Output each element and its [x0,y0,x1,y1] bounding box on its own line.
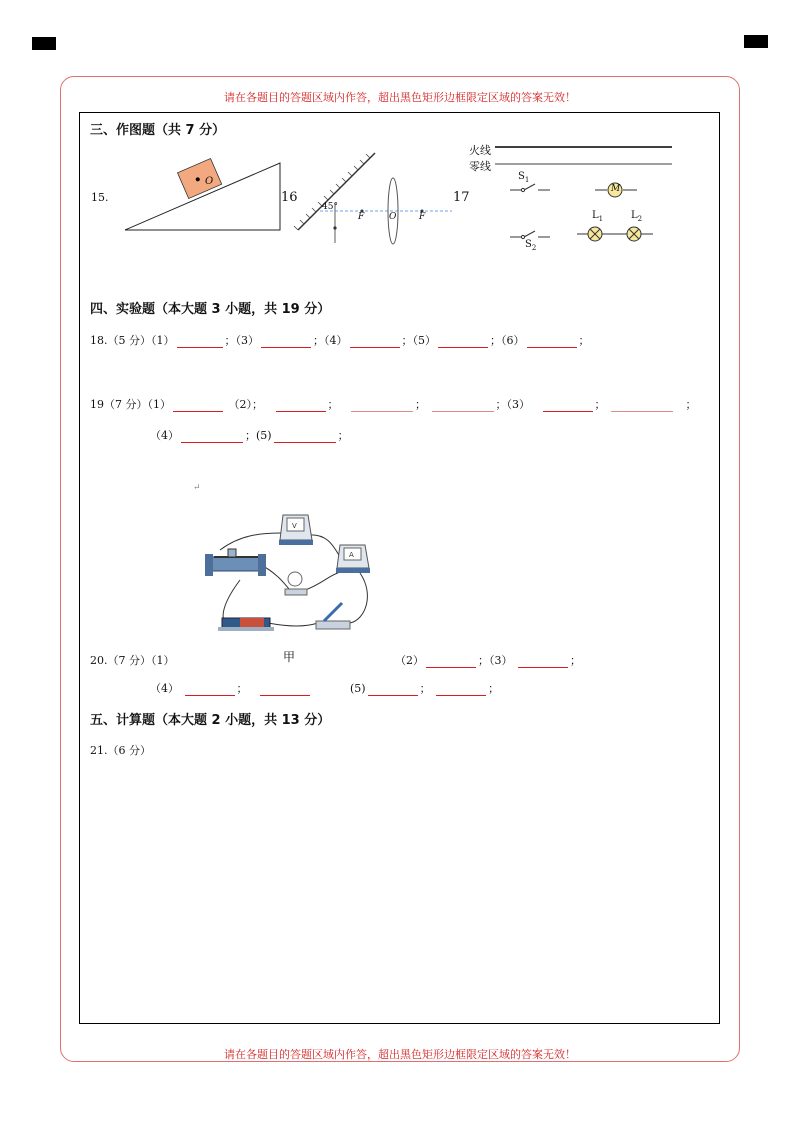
q18-blank-6[interactable] [527,336,577,348]
q20-blank-5a[interactable] [368,684,418,696]
q20-blank-5b[interactable] [436,684,486,696]
q20-blank-2[interactable] [426,656,476,668]
q20-answer-line-2b: (5) ； ； [350,682,500,695]
q19-blank-3b[interactable] [611,400,673,412]
q16-focus-left: F [358,212,365,222]
q18-blank-4[interactable] [350,336,400,348]
q20-figure-label: 甲 [283,650,296,664]
q15-label: 15. [91,191,109,204]
q15-object-label: O [205,176,214,187]
q19-blank-4[interactable] [181,431,243,443]
q17-circuit-figure [495,140,675,250]
q16-angle-label: 45° [322,202,338,212]
q17-motor-label: M [611,184,621,194]
q19-blank-2b[interactable] [351,400,413,412]
q20-return-mark: ↵ [193,483,201,493]
registration-mark-left [32,37,56,50]
q18-answer-line: 18.（5 分）（1） ；（3） ；（4） ；（5） ；（6） ； [90,334,590,347]
q17-label: 17 [453,190,470,205]
q17-l2-label: $L_2$ [631,210,643,223]
bottom-notice: 请在各题目的答题区域内作答，超出黑色矩形边框限定区域的答案无效！ [224,1048,576,1061]
q20-answer-line-2: （4） ； [150,680,312,696]
q18-blank-1[interactable] [177,336,223,348]
q20-answer-line-1: 20.（7 分）（1） [90,654,175,667]
q20-answer-line-1b: （2） ；（3） ； [395,654,581,667]
registration-mark-right [744,35,768,48]
q19-blank-2c[interactable] [432,400,494,412]
q17-s2-label: $S_2$ [525,239,537,252]
q16-label: 16 [281,190,298,205]
q19-answer-line-1: 19（7 分）（1） （2）； ； ； ；（3） ； ； [90,398,697,411]
q19-blank-1[interactable] [173,400,223,412]
q17-l1-label: $L_1$ [592,210,604,223]
q16-focus-right: F [419,212,426,222]
q16-mirror-lens-figure [290,148,455,243]
q17-live-wire-label: 火线 [469,144,491,157]
section-experiment-title: 四、实验题（本大题 3 小题，共 19 分） [90,302,331,317]
q21-label: 21.（6 分） [90,744,151,757]
section-calculation-title: 五、计算题（本大题 2 小题，共 13 分） [90,713,331,728]
q19-blank-3a[interactable] [543,400,593,412]
q19-answer-line-2: （4） ；(5) ； [150,429,349,442]
q21-answer-area[interactable] [85,760,713,1015]
q18-blank-3[interactable] [261,336,311,348]
svg-text:V: V [292,522,297,530]
q20-blank-3[interactable] [518,656,568,668]
q19-blank-2a[interactable] [276,400,326,412]
q20-blank-4a[interactable] [185,684,235,696]
top-notice: 请在各题目的答题区域内作答，超出黑色矩形边框限定区域的答案无效！ [224,91,576,104]
svg-text:A: A [349,551,354,559]
q17-s1-label: $S_1$ [518,171,530,184]
q18-blank-5[interactable] [438,336,488,348]
section-drawing-title: 三、作图题（共 7 分） [90,123,226,138]
q20-blank-4b[interactable] [260,684,310,696]
q20-circuit-apparatus-figure [200,505,395,635]
q15-incline-figure [120,158,285,234]
q19-blank-5[interactable] [274,431,336,443]
q17-neutral-wire-label: 零线 [469,160,491,173]
q16-center-label: O [389,212,397,222]
